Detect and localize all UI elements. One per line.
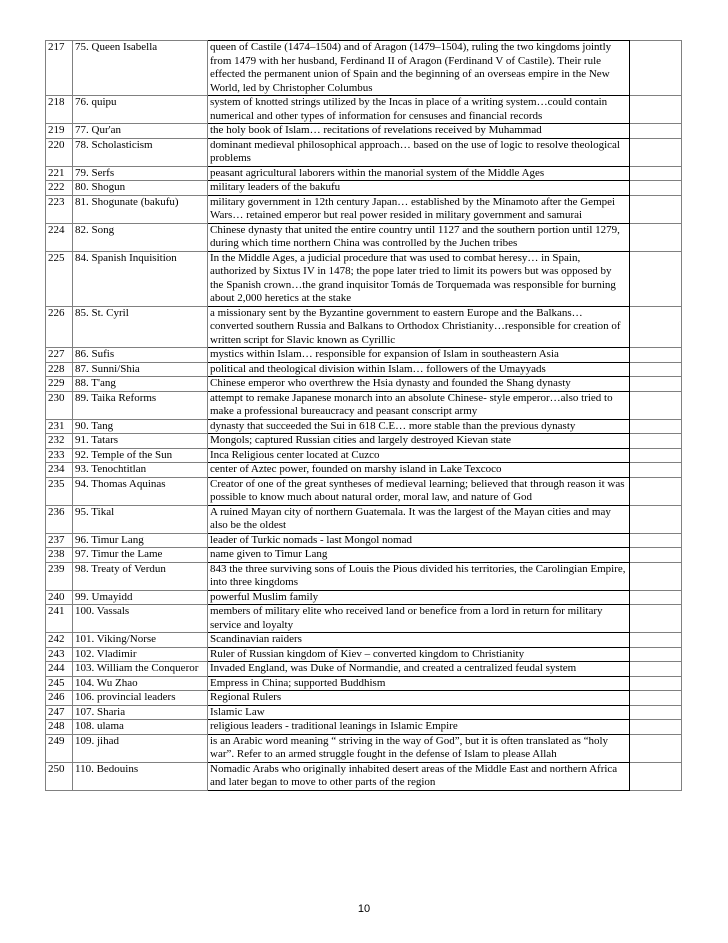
row-number-cell[interactable]: 226 (46, 306, 73, 348)
definition-cell[interactable]: dynasty that succeeded the Sui in 618 C.E… more stable than the previous dynasty (208, 419, 630, 434)
empty-cell[interactable] (630, 138, 682, 166)
definition-cell[interactable]: A ruined Mayan city of northern Guatemala. It was the largest of the Mayan cities and may also be the oldest (208, 505, 630, 533)
empty-cell[interactable] (630, 96, 682, 124)
row-number-cell[interactable]: 217 (46, 41, 73, 96)
definition-cell[interactable]: religious leaders - traditional leanings in Islamic Empire (208, 720, 630, 735)
term-cell[interactable]: 87. Sunni/Shia (73, 362, 208, 377)
empty-cell[interactable] (630, 605, 682, 633)
empty-cell[interactable] (630, 548, 682, 563)
row-number-cell[interactable]: 229 (46, 377, 73, 392)
term-cell[interactable]: 86. Sufis (73, 348, 208, 363)
definition-cell[interactable]: Chinese emperor who overthrew the Hsia dynasty and founded the Shang dynasty (208, 377, 630, 392)
table-row (46, 662, 682, 677)
term-cell[interactable]: 91. Tatars (73, 434, 208, 449)
definition-cell[interactable]: Creator of one of the great syntheses of medieval learning; believed that through reason it was possible to know much about natural order, moral law, and nature of God (208, 477, 630, 505)
table-row (46, 166, 682, 181)
row-number-cell[interactable]: 237 (46, 533, 73, 548)
row-number-cell[interactable]: 222 (46, 181, 73, 196)
glossary-table-body (46, 41, 682, 791)
table-row (46, 762, 682, 790)
definition-cell[interactable]: Invaded England, was Duke of Normandie, and created a centralized feudal system (208, 662, 630, 677)
row-number-cell[interactable]: 238 (46, 548, 73, 563)
row-number-cell[interactable]: 233 (46, 448, 73, 463)
definition-cell[interactable]: military government in 12th century Japan… established by the Minamoto after the Gempei Wars… retained emperor but real power resided in military government and samurai (208, 195, 630, 223)
row-number-cell[interactable]: 241 (46, 605, 73, 633)
term-cell[interactable]: 89. Taika Reforms (73, 391, 208, 419)
term-cell[interactable]: 97. Timur the Lame (73, 548, 208, 563)
empty-cell[interactable] (630, 762, 682, 790)
table-row (46, 605, 682, 633)
row-number-cell[interactable]: 223 (46, 195, 73, 223)
definition-cell[interactable]: system of knotted strings utilized by the Incas in place of a writing system…could contain numerical and other types of information for censuses and financial records (208, 96, 630, 124)
definition-cell[interactable]: military leaders of the bakufu (208, 181, 630, 196)
table-row (46, 533, 682, 548)
term-cell[interactable]: 75. Queen Isabella (73, 41, 208, 96)
empty-cell[interactable] (630, 633, 682, 648)
table-row (46, 391, 682, 419)
empty-cell[interactable] (630, 477, 682, 505)
term-cell[interactable]: 82. Song (73, 223, 208, 251)
definition-cell[interactable]: mystics within Islam… responsible for expansion of Islam in southeastern Asia (208, 348, 630, 363)
empty-cell[interactable] (630, 124, 682, 139)
definition-cell[interactable]: 843 the three surviving sons of Louis the Pious divided his territories, the Carolingian Empire, into three kingdoms (208, 562, 630, 590)
definition-cell[interactable]: is an Arabic word meaning “ striving in the way of God”, but it is often translated as “holy war”. Refer to an armed struggle fought in the defense of Islam to please Allah (208, 734, 630, 762)
term-cell[interactable]: 77. Qur'an (73, 124, 208, 139)
term-cell[interactable]: 98. Treaty of Verdun (73, 562, 208, 590)
term-cell[interactable]: 84. Spanish Inquisition (73, 251, 208, 306)
empty-cell[interactable] (630, 720, 682, 735)
empty-cell[interactable] (630, 223, 682, 251)
table-row (46, 195, 682, 223)
empty-cell[interactable] (630, 562, 682, 590)
empty-cell[interactable] (630, 181, 682, 196)
definition-cell[interactable]: Chinese dynasty that united the entire country until 1127 and the southern portion until 1279, during which time northern China was controlled by the Juchen tribes (208, 223, 630, 251)
row-number-cell[interactable]: 244 (46, 662, 73, 677)
term-cell[interactable]: 108. ulama (73, 720, 208, 735)
row-number-cell[interactable]: 247 (46, 705, 73, 720)
row-number-cell[interactable]: 234 (46, 463, 73, 478)
table-row (46, 124, 682, 139)
row-number-cell[interactable]: 242 (46, 633, 73, 648)
term-cell[interactable]: 93. Tenochtitlan (73, 463, 208, 478)
row-number-cell[interactable]: 235 (46, 477, 73, 505)
term-cell[interactable]: 104. Wu Zhao (73, 676, 208, 691)
definition-cell[interactable]: Mongols; captured Russian cities and largely destroyed Kievan state (208, 434, 630, 449)
empty-cell[interactable] (630, 41, 682, 96)
empty-cell[interactable] (630, 362, 682, 377)
definition-cell[interactable]: Inca Religious center located at Cuzco (208, 448, 630, 463)
empty-cell[interactable] (630, 676, 682, 691)
table-row (46, 691, 682, 706)
row-number-cell[interactable]: 248 (46, 720, 73, 735)
row-number-cell[interactable]: 225 (46, 251, 73, 306)
row-number-cell[interactable]: 249 (46, 734, 73, 762)
table-row (46, 463, 682, 478)
term-cell[interactable]: 103. William the Conqueror (73, 662, 208, 677)
empty-cell[interactable] (630, 306, 682, 348)
definition-cell[interactable]: Ruler of Russian kingdom of Kiev – converted kingdom to Christianity (208, 647, 630, 662)
glossary-table (45, 40, 682, 791)
table-row (46, 448, 682, 463)
row-number-cell[interactable]: 236 (46, 505, 73, 533)
empty-cell[interactable] (630, 463, 682, 478)
row-number-cell[interactable]: 220 (46, 138, 73, 166)
definition-cell[interactable]: powerful Muslim family (208, 590, 630, 605)
row-number-cell[interactable]: 230 (46, 391, 73, 419)
term-cell[interactable]: 100. Vassals (73, 605, 208, 633)
table-row (46, 477, 682, 505)
table-row (46, 434, 682, 449)
term-cell[interactable]: 81. Shogunate (bakufu) (73, 195, 208, 223)
definition-cell[interactable]: In the Middle Ages, a judicial procedure that was used to combat heresy… in Spain, authorized by Sixtus IV in 1478; the pope later tried to limit its powers but was opposed by the Spanish crown…the grand inquisitor Tomás de Torquemada was responsible for burning about 2,000 heretics at the stake (208, 251, 630, 306)
table-row (46, 223, 682, 251)
definition-cell[interactable]: a missionary sent by the Byzantine government to eastern Europe and the Balkans… converted southern Russia and Balkans to Orthodox Christianity…responsible for creation of written script for Slavic known as Cyrillic (208, 306, 630, 348)
table-row (46, 362, 682, 377)
empty-cell[interactable] (630, 705, 682, 720)
table-row (46, 251, 682, 306)
row-number-cell[interactable]: 239 (46, 562, 73, 590)
table-row (46, 377, 682, 392)
table-row (46, 41, 682, 96)
term-cell[interactable]: 92. Temple of the Sun (73, 448, 208, 463)
empty-cell[interactable] (630, 434, 682, 449)
table-row (46, 419, 682, 434)
empty-cell[interactable] (630, 505, 682, 533)
row-number-cell[interactable]: 243 (46, 647, 73, 662)
definition-cell[interactable]: queen of Castile (1474–1504) and of Aragon (1479–1504), ruling the two kingdoms jointly from 1479 with her husband, Ferdinand II of Aragon (Ferdinand V of Castile). Their rule effected the permanent union of Spain and the beginning of an overseas empire in the New World, led by Christopher Columbus (208, 41, 630, 96)
term-cell[interactable]: 109. jihad (73, 734, 208, 762)
row-number-cell[interactable]: 231 (46, 419, 73, 434)
term-cell[interactable]: 94. Thomas Aquinas (73, 477, 208, 505)
table-row (46, 633, 682, 648)
table-row (46, 505, 682, 533)
table-row (46, 676, 682, 691)
empty-cell[interactable] (630, 166, 682, 181)
row-number-cell[interactable]: 227 (46, 348, 73, 363)
empty-cell[interactable] (630, 377, 682, 392)
table-row (46, 96, 682, 124)
table-row (46, 734, 682, 762)
definition-cell[interactable]: Scandinavian raiders (208, 633, 630, 648)
empty-cell[interactable] (630, 533, 682, 548)
empty-cell[interactable] (630, 590, 682, 605)
definition-cell[interactable]: the holy book of Islam… recitations of revelations received by Muhammad (208, 124, 630, 139)
term-cell[interactable]: 76. quipu (73, 96, 208, 124)
empty-cell[interactable] (630, 348, 682, 363)
definition-cell[interactable]: dominant medieval philosophical approach… based on the use of logic to resolve theological problems (208, 138, 630, 166)
definition-cell[interactable]: Nomadic Arabs who originally inhabited desert areas of the Middle East and northern Africa and later began to move to other parts of the region (208, 762, 630, 790)
row-number-cell[interactable]: 221 (46, 166, 73, 181)
table-row (46, 647, 682, 662)
empty-cell[interactable] (630, 647, 682, 662)
definition-cell[interactable]: members of military elite who received land or benefice from a lord in return for military service and loyalty (208, 605, 630, 633)
row-number-cell[interactable]: 232 (46, 434, 73, 449)
table-row (46, 720, 682, 735)
definition-cell[interactable]: Regional Rulers (208, 691, 630, 706)
empty-cell[interactable] (630, 419, 682, 434)
empty-cell[interactable] (630, 195, 682, 223)
definition-cell[interactable]: name given to Timur Lang (208, 548, 630, 563)
row-number-cell[interactable]: 250 (46, 762, 73, 790)
row-number-cell[interactable]: 228 (46, 362, 73, 377)
row-number-cell[interactable]: 219 (46, 124, 73, 139)
table-row (46, 138, 682, 166)
term-cell[interactable]: 99. Umayidd (73, 590, 208, 605)
row-number-cell[interactable]: 218 (46, 96, 73, 124)
term-cell[interactable]: 110. Bedouins (73, 762, 208, 790)
table-row (46, 181, 682, 196)
term-cell[interactable]: 80. Shogun (73, 181, 208, 196)
empty-cell[interactable] (630, 662, 682, 677)
term-cell[interactable]: 95. Tikal (73, 505, 208, 533)
term-cell[interactable]: 78. Scholasticism (73, 138, 208, 166)
table-row (46, 548, 682, 563)
term-cell[interactable]: 79. Serfs (73, 166, 208, 181)
term-cell[interactable]: 102. Vladimir (73, 647, 208, 662)
definition-cell[interactable]: Empress in China; supported Buddhism (208, 676, 630, 691)
empty-cell[interactable] (630, 734, 682, 762)
table-row (46, 348, 682, 363)
row-number-cell[interactable]: 224 (46, 223, 73, 251)
row-number-cell[interactable]: 245 (46, 676, 73, 691)
term-cell[interactable]: 90. Tang (73, 419, 208, 434)
definition-cell[interactable]: peasant agricultural laborers within the manorial system of the Middle Ages (208, 166, 630, 181)
definition-cell[interactable]: center of Aztec power, founded on marshy island in Lake Texcoco (208, 463, 630, 478)
term-cell[interactable]: 101. Viking/Norse (73, 633, 208, 648)
definition-cell[interactable]: leader of Turkic nomads - last Mongol nomad (208, 533, 630, 548)
page-number: 10 (357, 903, 371, 915)
definition-cell[interactable]: political and theological division within Islam… followers of the Umayyads (208, 362, 630, 377)
row-number-cell[interactable]: 246 (46, 691, 73, 706)
term-cell[interactable]: 106. provincial leaders (73, 691, 208, 706)
table-row (46, 705, 682, 720)
empty-cell[interactable] (630, 251, 682, 306)
term-cell[interactable]: 85. St. Cyril (73, 306, 208, 348)
empty-cell[interactable] (630, 691, 682, 706)
empty-cell[interactable] (630, 391, 682, 419)
table-row (46, 306, 682, 348)
term-cell[interactable]: 107. Sharia (73, 705, 208, 720)
table-row (46, 562, 682, 590)
term-cell[interactable]: 96. Timur Lang (73, 533, 208, 548)
row-number-cell[interactable]: 240 (46, 590, 73, 605)
empty-cell[interactable] (630, 448, 682, 463)
definition-cell[interactable]: Islamic Law (208, 705, 630, 720)
term-cell[interactable]: 88. T'ang (73, 377, 208, 392)
definition-cell[interactable]: attempt to remake Japanese monarch into an absolute Chinese- style emperor…also tried to make a professional bureaucracy and peasant conscript army (208, 391, 630, 419)
table-row (46, 590, 682, 605)
